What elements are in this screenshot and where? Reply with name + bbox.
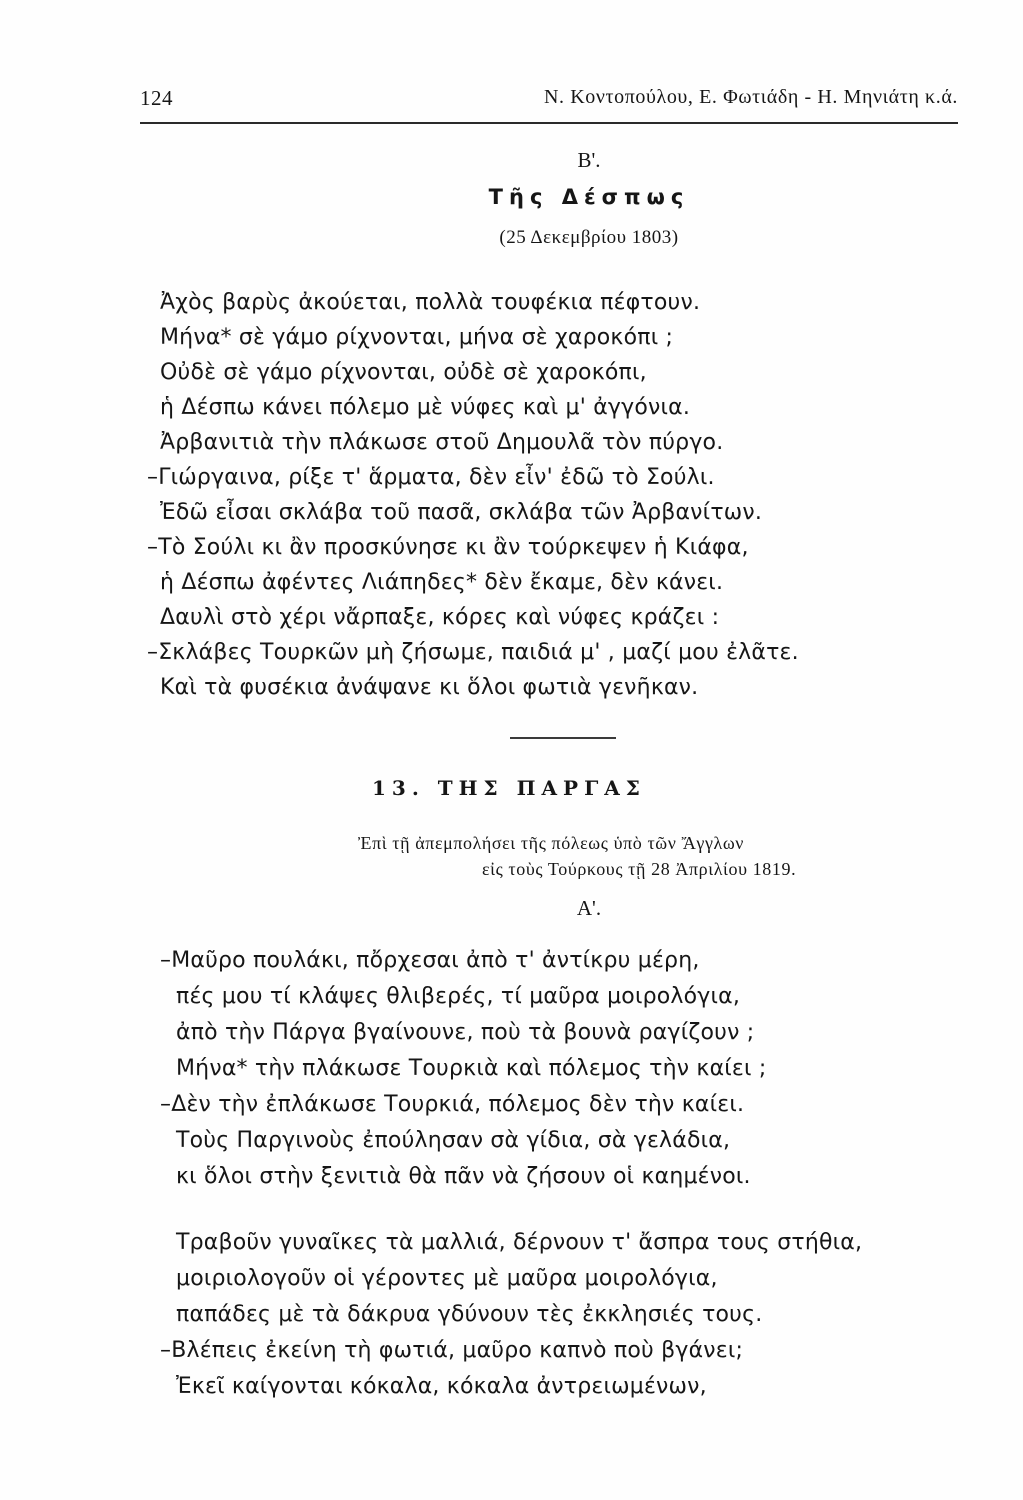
verse-line: ἀπὸ τὴν Πάργα βγαίνουνε, ποὺ τὰ βουνὰ ραγίζουν ; — [176, 1020, 755, 1045]
section-subtitle: Ἐπὶ τῇ ἀπεμπολήσει τῆς πόλεως ὑπὸ τῶν Ἄγγλων — [358, 833, 745, 853]
page-header — [140, 86, 958, 116]
verse-line: Οὐδὲ σὲ γάμο ρίχνονται, οὐδὲ σὲ χαροκόπι, — [160, 360, 647, 385]
verse-line: Καὶ τὰ φυσέκια ἀνάψανε κι ὅλοι φωτιὰ γενῆκαν. — [160, 675, 699, 700]
verse-line: Ἐκεῖ καίγονται κόκαλα, κόκαλα ἀντρειωμένων, — [176, 1374, 707, 1399]
running-head: Ν. Κοντοπούλου, Ε. Φωτιάδη - Η. Μηνιάτη κ.ά. — [543, 86, 958, 108]
verse-line: ἡ Δέσπω κάνει πόλεμο μὲ νύφες καὶ μ' ἀγγόνια. — [160, 395, 691, 420]
verse-line: κι ὅλοι στὴν ξενιτιὰ θὰ πᾶν νὰ ζήσουν οἱ καημένοι. — [176, 1164, 751, 1189]
header-rule — [140, 122, 958, 124]
verse-line: Τραβοῦν γυναῖκες τὰ μαλλιά, δέρνουν τ' ἄσπρα τους στήθια, — [176, 1230, 863, 1255]
verse-line: πές μου τί κλάψες θλιβερές, τί μαῦρα μοιρολόγια, — [176, 984, 741, 1009]
section-subtitle: εἰς τοὺς Τούρκους τῇ 28 Ἀπριλίου 1819. — [482, 859, 797, 879]
verse-line: μοιριολογοῦν οἱ γέροντες μὲ μαῦρα μοιρολόγια, — [176, 1266, 718, 1291]
section-title: 13. ΤΗΣ ΠΑΡΓΑΣ — [372, 776, 646, 800]
verse-line: Ἐδῶ εἶσαι σκλάβα τοῦ πασᾶ, σκλάβα τῶν Ἀρβανίτων. — [160, 500, 763, 525]
poem-part-label: Β'. — [577, 148, 601, 172]
verse-line: Τοὺς Παργινοὺς ἐπούλησαν σὰ γίδια, σὰ γελάδια, — [176, 1128, 731, 1153]
verse-line: –Τὸ Σούλι κι ἂν προσκύνησε κι ἂν τούρκεψεν ἡ Κιάφα, — [147, 535, 749, 560]
verse-line: Δαυλὶ στὸ χέρι νἄρπαξε, κόρες καὶ νύφες κράζει : — [160, 605, 720, 630]
verse-line: –Σκλάβες Τουρκῶν μὴ ζήσωμε, παιδιά μ' , μαζί μου ἐλᾶτε. — [147, 640, 799, 665]
poem-title: Τῆς Δέσπως — [488, 185, 690, 209]
verse-line: Μήνα* τὴν πλάκωσε Τουρκιὰ καὶ πόλεμος τὴν καίει ; — [176, 1056, 767, 1081]
verse-line: ἡ Δέσπω ἀφέντες Λιάπηδες* δὲν ἔκαμε, δὲν κάνει. — [160, 570, 724, 595]
verse-line: Ἀχὸς βαρὺς ἀκούεται, πολλὰ τουφέκια πέφτουν. — [160, 290, 701, 315]
verse-line: Ἀρβανιτιὰ τὴν πλάκωσε στοῦ Δημουλᾶ τὸν πύργο. — [160, 430, 724, 455]
poem-date: (25 Δεκεμβρίου 1803) — [499, 227, 679, 248]
section-divider — [510, 737, 616, 739]
verse-line: παπάδες μὲ τὰ δάκρυα γδύνουν τὲς ἐκκλησιές τους. — [176, 1302, 763, 1327]
verse-line: Μήνα* σὲ γάμο ρίχνονται, μήνα σὲ χαροκόπι ; — [160, 325, 674, 350]
section-part-label: Α'. — [576, 896, 602, 920]
verse-line: –Βλέπεις ἐκείνη τὴ φωτιά, μαῦρο καπνὸ ποὺ βγάνει; — [160, 1338, 744, 1363]
verse-line: –Μαῦρο πουλάκι, πὄρχεσαι ἀπὸ τ' ἀντίκρυ μέρη, — [160, 948, 700, 973]
verse-line: –Δὲν τὴν ἐπλάκωσε Τουρκιά, πόλεμος δὲν τὴν καίει. — [160, 1092, 745, 1117]
verse-line: –Γιώργαινα, ρίξε τ' ἅρματα, δὲν εἶν' ἐδῶ τὸ Σούλι. — [147, 465, 715, 490]
page-number: 124 — [140, 86, 173, 110]
